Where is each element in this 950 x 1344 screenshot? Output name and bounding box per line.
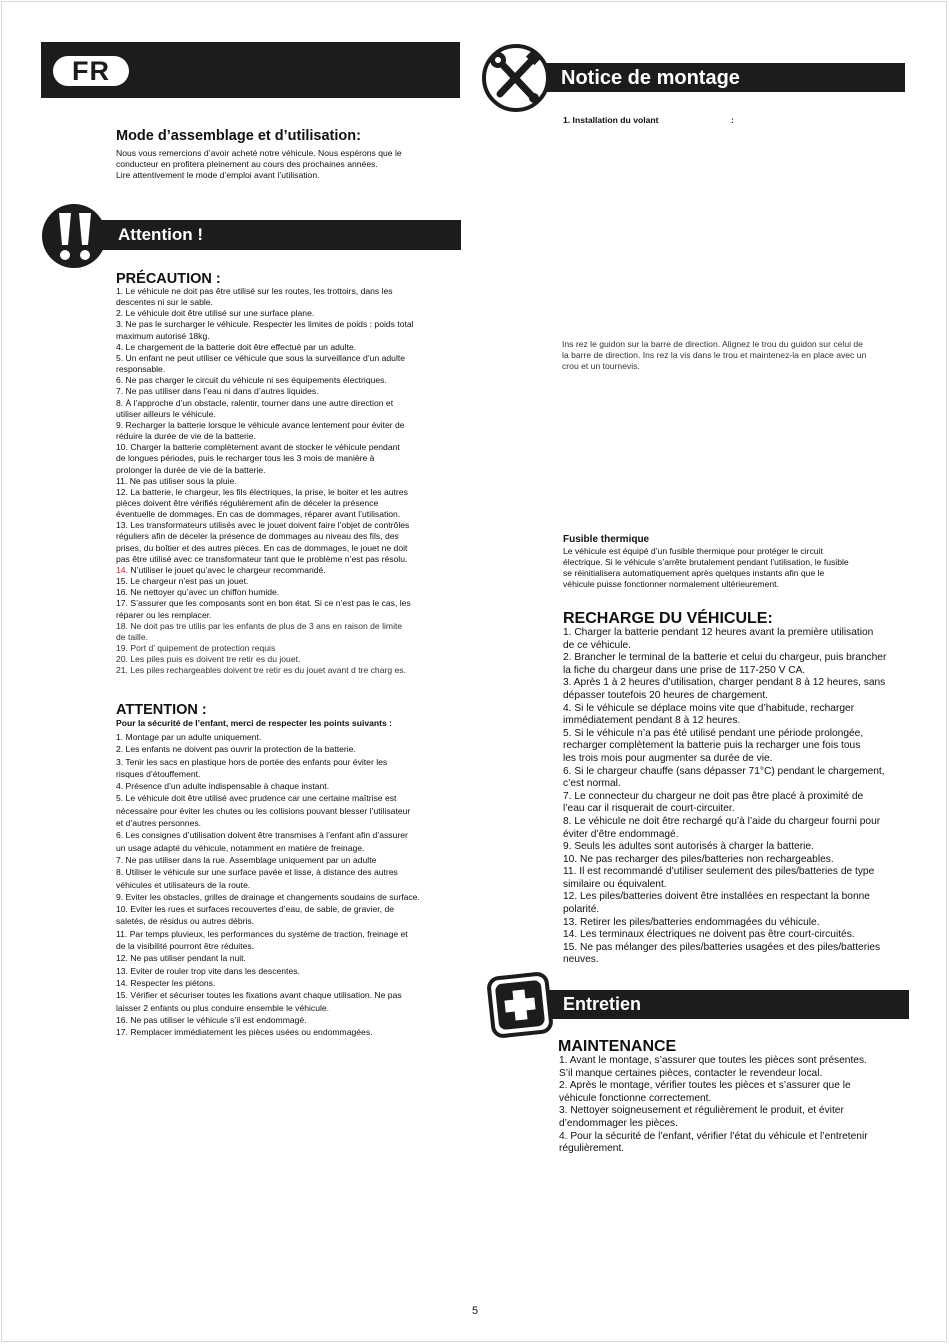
list-item: neuves. [563,954,599,966]
list-item: 3. Ne pas le surcharger le véhicule. Respecter les limites de poids : poids total [116,319,414,330]
list-item: polarité. [563,904,600,916]
list-item: 6. Les consignes d’utilisation doivent être transmises à l’enfant afin d’assurer [116,830,408,841]
list-item: 5. Le véhicule doit être utilisé avec prudence car une certaine maîtrise est [116,793,397,804]
list-item: réparer ou les remplacer. [116,609,212,620]
list-item: immédiatement pendant 8 à 12 heures. [563,715,741,727]
list-item: de la visibilité pourront être réduites. [116,941,255,952]
text-line: conducteur en profitera pleinement au cours des prochaines années. [116,159,378,170]
notice-title: Notice de montage [561,67,740,89]
list-item: 8. À l’approche d’un obstacle, ralentir, tourner dans une autre direction et [116,397,394,408]
list-item: 17. S’assurer que les composants sont en bon état. Si ce n’est pas le cas, les [116,598,411,609]
maintenance-title: MAINTENANCE [558,1038,677,1055]
list-item: 11. Par temps pluvieux, les performances du système de traction, freinage et [116,928,408,939]
list-item: la fiche du chargeur dans une prise de 117-250 V CA. [563,664,806,676]
list-item: 4. Si le véhicule se déplace moins vite que d’habitude, recharger [563,702,855,714]
list-item: 3. Tenir les sacs en plastique hors de portée des enfants pour éviter les [116,756,388,767]
list-item: 14. Les terminaux électriques ne doivent pas être court-circuités. [563,929,855,941]
list-item: 9. Eviter les obstacles, grilles de drainage et changements soudains de surface. [116,891,420,902]
list-item [116,565,461,576]
attention-subtitle: Pour la sécurité de l’enfant, merci de respecter les points suivants : [116,718,393,728]
list-item: réduire la durée de vie de la batterie. [116,431,256,442]
list-item: prolonger la durée de vie de la batterie. [116,464,266,475]
list-item: 10. Eviter les rues et surfaces recouvertes d’eau, de sable, de gravier, de [116,904,395,915]
list-item: pas être utilisé avec ce transformateur tant que le problème n’est pas résolu. [116,553,408,564]
fuse-title: Fusible thermique [563,534,650,545]
text-line: véhicule puisse fonctionner normalement ultérieurement. [563,579,779,590]
list-item: 15. Le chargeur n’est pas un jouet. [116,576,249,587]
text-line: Nous vous remercions d’avoir acheté notre véhicule. Nous espérons que le [116,148,402,158]
list-item: 2. Brancher le terminal de la batterie et celui du chargeur, puis brancher [563,652,887,664]
list-item: 12. La batterie, le chargeur, les fils électriques, la prise, le boiter et les autres [116,486,408,497]
intro-text [116,148,456,181]
tools-icon [480,44,552,112]
list-item: un usage adapté du véhicule, notamment en matière de freinage. [116,842,365,853]
list-item: 14. Respecter les piétons. [116,977,216,988]
list-item: 18. Ne doit pas tre utilis par les enfants de plus de 3 ans en raison de limite [116,620,403,631]
list-item: 4. Le chargement de la batterie doit être effectué par un adulte. [116,341,357,352]
list-item: 5. Un enfant ne peut utiliser ce véhicule que sous la surveillance d’un adulte [116,352,406,363]
item-number-highlight: 14. [116,564,128,575]
list-item: 4. Présence d’un adulte indispensable à chaque instant. [116,781,330,792]
list-item: 15. Ne pas mélanger des piles/batteries usagées et des piles/batteries [563,941,881,953]
list-item: laisser 2 enfants ou plus conduire ensemble le véhicule. [116,1002,330,1013]
list-item: dépasser toutefois 20 heures de chargement. [563,689,769,701]
list-item: 13. Retirer les piles/batteries endommagées du véhicule. [563,916,820,928]
list-item: véhicules et utilisateurs de la route. [116,879,251,890]
installation-step-text [562,339,902,372]
text-line: la barre de direction. Ins rez la vis dans le trou et maintenez-la en place avec un [562,350,867,361]
list-item: éventuelle de dommages. En cas de dommages, réparer avant l’utilisation. [116,509,401,520]
list-item: c’est normal. [563,778,621,790]
list-item: pièces doivent être vérifiés régulièrement afin de déceler la présence [116,497,379,508]
list-item: 6. Ne pas charger le circuit du véhicule ni ses équipements électriques. [116,375,387,386]
language-badge: FR [53,56,129,86]
list-item: de taille. [116,631,149,642]
list-item: 20. Les piles puis es doivent tre retir es du jouet. [116,654,301,665]
fuse-text [563,546,903,591]
list-item: 13. Eviter de rouler trop vite dans les descentes. [116,965,300,976]
list-item: 10. Charger la batterie complètement avant de stocker le véhicule pendant [116,442,400,453]
text-line: Ins rez le guidon sur la barre de direction. Alignez le trou du guidon sur celui de [562,339,863,349]
list-item: 4. Pour la sécurité de l’enfant, vérifier l’état du véhicule et l’entretenir [559,1130,868,1142]
list-item: d’endommager les pièces. [559,1117,678,1129]
list-item: 12. Les piles/batteries doivent être installées en respectant la bonne [563,891,870,903]
precaution-title: PRÉCAUTION : [116,271,221,287]
installation-step-colon: : [731,115,734,125]
list-item: 7. Ne pas utiliser dans l’eau ni dans d’autres liquides. [116,386,319,397]
list-item: 16. Ne pas utiliser le véhicule s’il est endommagé. [116,1014,307,1025]
page-number: 5 [471,1305,479,1317]
attention-title: ATTENTION : [116,702,207,718]
list-item: 13. Les transformateurs utilisés avec le jouet doivent faire l’objet de contrôles [116,520,410,531]
list-item: de longues périodes, puis le recharger tous les 3 mois de manière à [116,453,375,464]
list-item-text: N’utiliser le jouet qu’avec le chargeur recommandé. [127,564,326,575]
list-item: 3. Nettoyer soigneusement et régulièrement le produit, et éviter [559,1105,844,1117]
recharge-title: RECHARGE DU VÉHICULE: [563,610,773,627]
list-item: 7. Le connecteur du chargeur ne doit pas être placé à proximité de [563,790,864,802]
list-item: descentes ni sur le sable. [116,297,213,308]
list-item: 8. Le véhicule ne doit être rechargé qu’à l’aide du chargeur fourni pour [563,815,881,827]
precaution-list [116,286,461,676]
list-item: 2. Après le montage, vérifier toutes les pièces et s’assurer que le [559,1080,851,1092]
list-item: et d’autres personnes. [116,818,202,829]
list-item: S’il manque certaines pièces, contacter le revendeur local. [559,1067,823,1079]
list-item: 1. Charger la batterie pendant 12 heures avant la première utilisation [563,627,874,638]
list-item: saletés, de résidus ou autres débris. [116,916,255,927]
list-item: 8. Utiliser le véhicule sur une surface pavée et lisse, à distance des autres [116,867,398,878]
installation-step-label: 1. Installation du volant [563,115,659,125]
list-item: nécessaire pour éviter les chutes ou les collisions pouvant blesser l’utilisateur [116,805,411,816]
list-item: 1. Le véhicule ne doit pas être utilisé sur les routes, les trottoirs, dans les [116,286,393,296]
warning-icon [41,203,107,269]
list-item: similaire ou équivalent. [563,878,667,890]
list-item: éviter d’être endommagé. [563,828,679,840]
list-item: 6. Si le chargeur chauffe (sans dépasser 71°C) pendant le chargement, [563,765,885,777]
list-item: de ce véhicule. [563,639,631,651]
text-line: Lire attentivement le mode d’emploi avant l’utilisation. [116,170,320,181]
text-line: crou et un tournevis. [562,361,640,372]
list-item: responsable. [116,364,166,375]
text-line: électrique. Si le véhicule s’arrête brutalement pendant l’utilisation, le fusible [563,557,849,568]
text-line: Le véhicule est équipé d’un fusible thermique pour protéger le circuit [563,546,823,556]
list-item: 15. Vérifier et sécuriser toutes les fixations avant chaque utilisation. Ne pas [116,990,402,1001]
list-item: 9. Recharger la batterie lorsque le véhicule avance lentement pour éviter de [116,419,405,430]
list-item: maximum autorisé 18kg. [116,330,210,341]
attention-banner-title: Attention ! [118,225,203,244]
list-item: 11. Il est recommandé d’utiliser seulement des piles/batteries de type [563,866,875,878]
list-item: réguliers afin de déceler la présence de dommages au niveau des fils, des [116,531,399,542]
list-item: véhicule fonctionne correctement. [559,1092,712,1104]
attention-list [116,731,461,1038]
intro-title: Mode d’assemblage et d’utilisation: [116,128,361,144]
list-item: 2. Les enfants ne doivent pas ouvrir la protection de la batterie. [116,744,356,755]
list-item: 21. Les piles rechargeables doivent tre retir es du jouet avant d tre charg es. [116,665,406,676]
list-item: 2. Le véhicule doit être utilisé sur une surface plane. [116,308,315,319]
maintenance-list [559,1055,909,1156]
text-line: se réinitialisera automatiquement après quelques instants afin que le [563,568,825,579]
list-item: 17. Remplacer immédiatement les pièces usées ou endommagées. [116,1027,373,1038]
list-item: 7. Ne pas utiliser dans la rue. Assemblage uniquement par un adulte [116,854,377,865]
list-item: 1. Avant le montage, s’assurer que toutes les pièces sont présentes. [559,1055,867,1066]
list-item: recharger complètement la batterie puis la recharger une fois tous [563,740,861,752]
list-item: utiliser ailleurs le véhicule. [116,408,216,419]
list-item: 12. Ne pas utiliser pendant la nuit. [116,953,246,964]
list-item: l’eau car il risquerait de court-circuiter. [563,803,735,815]
first-aid-icon [487,972,553,1038]
recharge-list [563,627,913,967]
list-item: 11. Ne pas utiliser sous la pluie. [116,475,237,486]
list-item: 5. Si le véhicule n’a pas été utilisé pendant une période prolongée, [563,727,864,739]
installation-step-heading [563,115,659,126]
list-item: 10. Ne pas recharger des piles/batteries non rechargeables. [563,853,834,865]
list-item: régulièrement. [559,1143,625,1155]
list-item: 16. Ne nettoyer qu’avec un chiffon humide. [116,587,280,598]
list-item: 1. Montage par un adulte uniquement. [116,732,262,742]
list-item: les trois mois pour augmenter sa durée de vie. [563,752,773,764]
list-item: 9. Seuls les adultes sont autorisés à charger la batterie. [563,841,814,853]
list-item: risques d’étouffement. [116,768,201,779]
list-item: 3. Après 1 à 2 heures d’utilisation, charger pendant 8 à 12 heures, sans [563,677,886,689]
list-item: 19. Port d’ quipement de protection requis [116,643,276,653]
entretien-banner-title: Entretien [563,994,642,1014]
list-item: prises, du boîtier et des autres pièces. En cas de dommages, le jouet ne doit [116,542,408,553]
